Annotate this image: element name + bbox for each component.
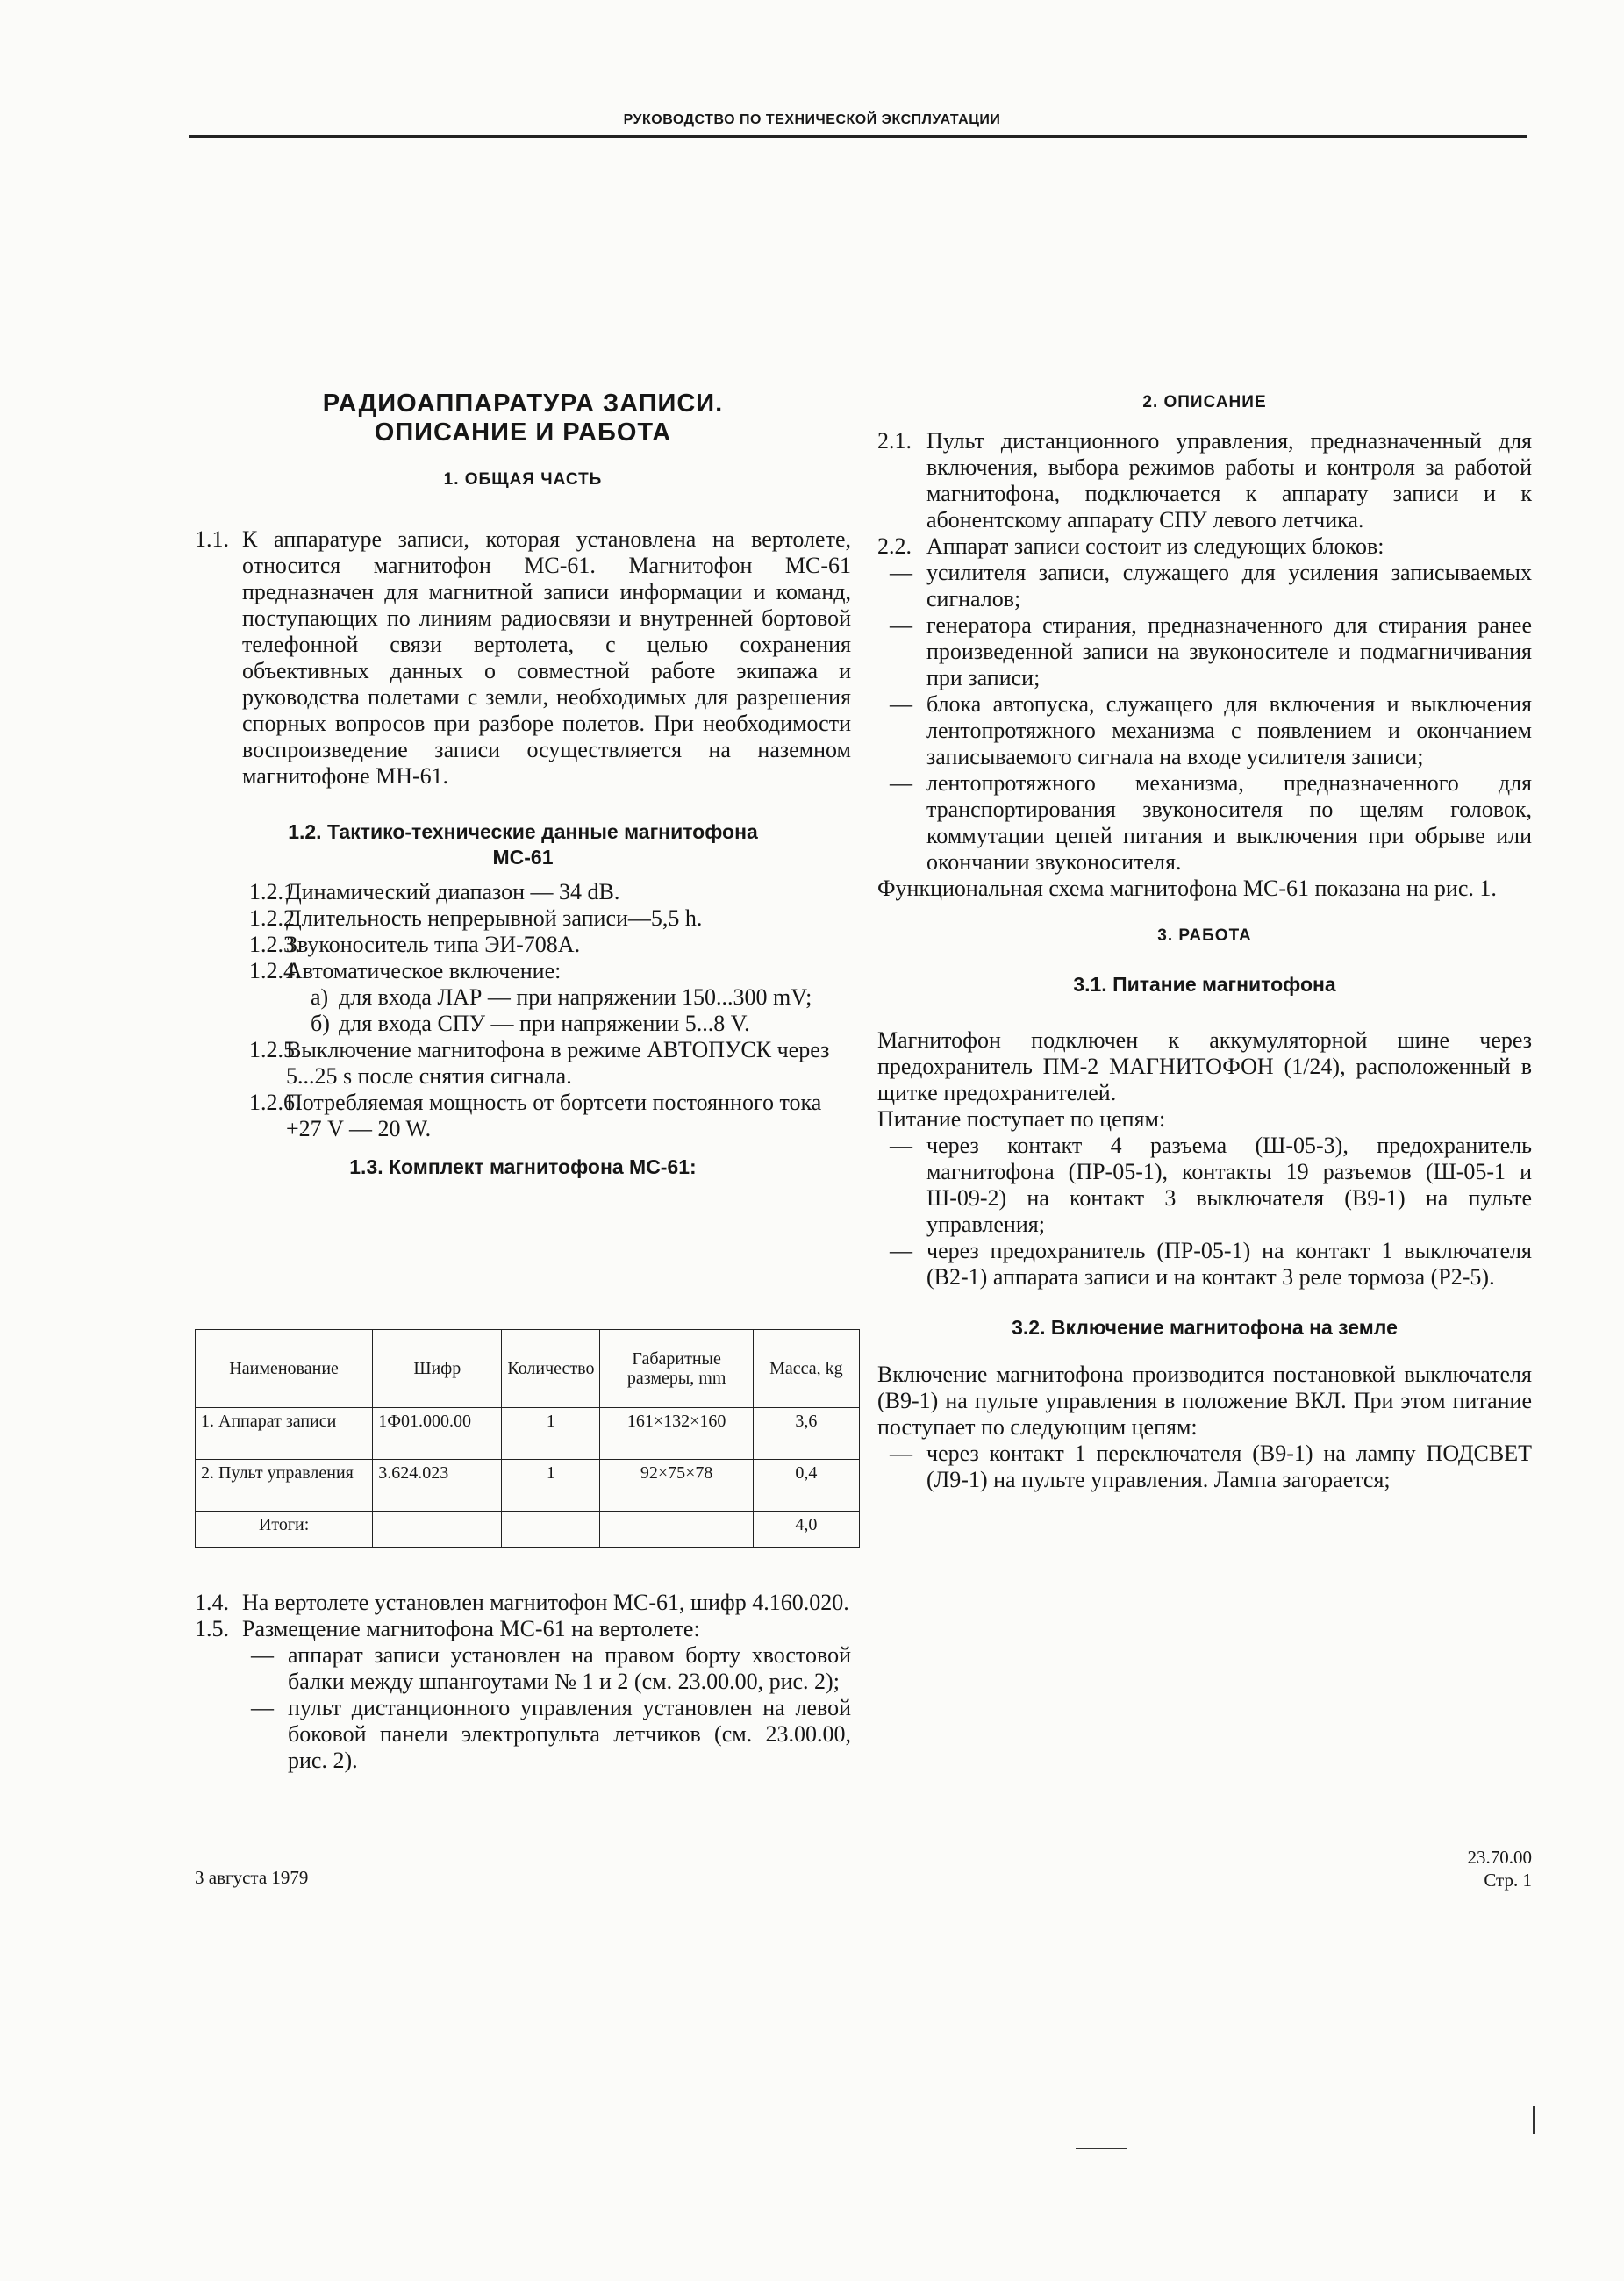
table-cell: 1. Аппарат записи bbox=[196, 1408, 373, 1460]
dash-marker: — bbox=[890, 1238, 912, 1263]
section1-title: 1. ОБЩАЯ ЧАСТЬ bbox=[443, 470, 603, 489]
spec-list bbox=[195, 879, 851, 1142]
table-cell: 1Ф01.000.00 bbox=[373, 1408, 502, 1460]
paragraph-3-1-text: Магнитофон подключен к аккумуляторной шине через предохранитель ПМ-2 МАГНИТОФОН (1/24), расположенный в щитке предохранителей. bbox=[877, 1027, 1532, 1105]
list-item bbox=[242, 1695, 851, 1774]
dash-marker: — bbox=[890, 1441, 912, 1466]
paragraph-1-4 bbox=[195, 1590, 851, 1616]
placement-list bbox=[195, 1642, 851, 1774]
spec-item-number: 1.2.5. bbox=[249, 1037, 301, 1062]
list-item-text: аппарат записи установлен на правом борту хвостовой балки между шпангоутами № 1 и 2 (см. 23.00.00, рис. 2); bbox=[288, 1642, 851, 1694]
dash-marker: — bbox=[890, 612, 912, 638]
table-cell-empty bbox=[373, 1512, 502, 1548]
paragraph-2-1 bbox=[877, 428, 1532, 533]
list-item-text: через контакт 1 переключателя (В9-1) на лампу ПОДСВЕТ (Л9-1) на пульте управления. Лампа загорается; bbox=[926, 1441, 1532, 1492]
bottom-mark bbox=[1076, 2148, 1127, 2149]
footer-page-info bbox=[1369, 1846, 1532, 1891]
table-total-label: Итоги: bbox=[196, 1512, 373, 1548]
footer-date: 3 августа 1979 bbox=[195, 1867, 309, 1888]
list-item-text: пульт дистанционного управления установлен на левой боковой панели электропульта летчиков (см. 23.00.00, рис. 2). bbox=[288, 1695, 851, 1773]
section2-title: 2. ОПИСАНИЕ bbox=[1142, 393, 1267, 411]
list-item-text: генератора стирания, предназначенного для стирания ранее произведенной записи на звуконосителе и подмагничивания при записи; bbox=[926, 612, 1532, 690]
table-cell: 92×75×78 bbox=[600, 1460, 753, 1512]
table-header-cell: Габаритные размеры, mm bbox=[600, 1330, 753, 1408]
list-item bbox=[877, 1133, 1532, 1238]
kit-table bbox=[195, 1329, 860, 1548]
table-cell: 3,6 bbox=[753, 1408, 859, 1460]
spec-item-text: Звуконоситель типа ЭИ-708А. bbox=[286, 932, 581, 957]
paragraph-number: 1.1. bbox=[195, 526, 229, 552]
spec-item-number: 1.2.4. bbox=[249, 958, 301, 983]
list-item bbox=[242, 1642, 851, 1695]
spec-item bbox=[195, 1037, 851, 1090]
spec-item bbox=[195, 879, 851, 905]
spec-item-text: Динамический диапазон — 34 dB. bbox=[286, 879, 620, 905]
spec-item-text: Автоматическое включение: bbox=[286, 958, 562, 983]
running-header: РУКОВОДСТВО ПО ТЕХНИЧЕСКОЙ ЭКСПЛУАТАЦИИ bbox=[623, 112, 1001, 127]
table-header-row bbox=[196, 1330, 860, 1408]
list-item bbox=[877, 1238, 1532, 1291]
blocks-list bbox=[877, 560, 1532, 876]
ground-switch-list bbox=[877, 1441, 1532, 1493]
table-cell: 161×132×160 bbox=[600, 1408, 753, 1460]
spec-subitem-b bbox=[195, 1011, 851, 1037]
section3-title: 3. РАБОТА bbox=[1157, 926, 1252, 945]
dash-marker: — bbox=[890, 1133, 912, 1158]
spec-item-text: Выключение магнитофона в режиме АВТОПУСК через 5...25 s после снятия сигнала. bbox=[286, 1037, 830, 1089]
dash-marker: — bbox=[890, 770, 912, 796]
table-cell: 1 bbox=[502, 1408, 600, 1460]
dash-marker: — bbox=[251, 1695, 274, 1720]
table-row bbox=[196, 1408, 860, 1460]
spec-item bbox=[195, 905, 851, 932]
paragraph-3-2-text: Включение магнитофона производится постановкой выключателя (В9-1) на пульте управления в положение ВКЛ. При этом питание поступает по следующим цепям: bbox=[877, 1362, 1532, 1440]
left-column-lower bbox=[195, 1590, 851, 1774]
table-cell: 3.624.023 bbox=[373, 1460, 502, 1512]
spec-item-number: 1.2.1. bbox=[249, 879, 301, 905]
paragraph-3-1-intro: Питание поступает по цепям: bbox=[877, 1106, 1166, 1132]
subitem-label: б) bbox=[311, 1011, 330, 1036]
table-cell: 1 bbox=[502, 1460, 600, 1512]
table-header-cell: Масса, kg bbox=[753, 1330, 859, 1408]
table-header-cell: Наименование bbox=[196, 1330, 373, 1408]
list-item-text: лентопротяжного механизма, предназначенного для транспортирования звуконосителя по щелям головок, коммутации цепей питания и выключения при обрыве или окончании звуконосителя. bbox=[926, 770, 1532, 875]
spec-item bbox=[195, 958, 851, 984]
spec-item-number: 1.2.2. bbox=[249, 905, 301, 931]
subitem-text: для входа СПУ — при напряжении 5...8 V. bbox=[339, 1011, 750, 1036]
list-item bbox=[877, 1441, 1532, 1493]
power-circuits-list bbox=[877, 1133, 1532, 1291]
spec-item bbox=[195, 1090, 851, 1142]
spec-item-text: Длительность непрерывной записи—5,5 h. bbox=[286, 905, 703, 931]
table-header-cell: Шифр bbox=[373, 1330, 502, 1408]
paragraph-1-5 bbox=[195, 1616, 851, 1642]
subitem-label: а) bbox=[311, 984, 329, 1010]
subsection-1-3-title: 1.3. Комплект магнитофона МС-61: bbox=[349, 1155, 697, 1178]
spec-item-number: 1.2.6. bbox=[249, 1090, 301, 1115]
document-title-line1: РАДИОАППАРАТУРА ЗАПИСИ. bbox=[322, 390, 724, 418]
table-total-row bbox=[196, 1512, 860, 1548]
right-column bbox=[877, 390, 1532, 1493]
footer-page-number: Стр. 1 bbox=[1484, 1870, 1532, 1891]
subsection-3-1-title: 3.1. Питание магнитофона bbox=[1073, 973, 1336, 996]
list-item-text: усилителя записи, служащего для усиления записываемых сигналов; bbox=[926, 560, 1532, 611]
table-header-cell: Количество bbox=[502, 1330, 600, 1408]
footer-doc-code: 23.70.00 bbox=[1467, 1847, 1532, 1868]
list-item bbox=[877, 612, 1532, 691]
list-item bbox=[877, 560, 1532, 612]
paragraph-2-2 bbox=[877, 533, 1532, 560]
list-item-text: через предохранитель (ПР-05-1) на контакт 1 выключателя (В2-1) аппарата записи и на контакт 3 реле тормоза (Р2-5). bbox=[926, 1238, 1532, 1290]
paragraph-text: Пульт дистанционного управления, предназначенный для включения, выбора режимов работы и контроля за работой магнитофона, подключается к аппарату записи и к абонентскому аппарату СПУ левого летчика. bbox=[926, 428, 1532, 533]
spec-item-number: 1.2.3. bbox=[249, 932, 301, 957]
table-cell-empty bbox=[502, 1512, 600, 1548]
table-cell: 2. Пульт управления bbox=[196, 1460, 373, 1512]
paragraph-1-1 bbox=[195, 526, 851, 790]
paragraph-text: К аппаратуре записи, которая установлена на вертолете, относится магнитофон МС-61. Магнитофон МС-61 предназначен для магнитной записи информации и команд, поступающих по линиям радиосвязи и внутренней бортовой телефонной связи вертолета, с целью сохранения объективных данных о совместной работе экипажа и руководства полетами с земли, необходимых для разрешения спорных вопросов при разборе полетов. При необходимости воспроизведение записи осуществляется на наземном магнитофоне МН-61. bbox=[242, 526, 851, 789]
paragraph-text: Аппарат записи состоит из следующих блоков: bbox=[926, 533, 1384, 559]
paragraph-number: 2.2. bbox=[877, 533, 912, 559]
dash-marker: — bbox=[890, 691, 912, 717]
document-title-line2: ОПИСАНИЕ И РАБОТА bbox=[374, 418, 672, 447]
table-total-value: 4,0 bbox=[753, 1512, 859, 1548]
subitem-text: для входа ЛАР — при напряжении 150...300 mV; bbox=[339, 984, 812, 1010]
table-cell-empty bbox=[600, 1512, 753, 1548]
edge-mark bbox=[1533, 2106, 1535, 2134]
spec-item bbox=[195, 932, 851, 958]
list-item-text: через контакт 4 разъема (Ш-05-3), предохранитель магнитофона (ПР-05-1), контакты 19 разъемов (Ш-05-1 и Ш-09-2) на контакт 3 выключателя (В9-1) на пульте управления; bbox=[926, 1133, 1532, 1237]
subsection-1-2-title-line2: МС-61 bbox=[492, 846, 554, 869]
table-row bbox=[196, 1460, 860, 1512]
dash-marker: — bbox=[251, 1642, 274, 1668]
paragraph-text: Размещение магнитофона МС-61 на вертолете: bbox=[242, 1616, 700, 1641]
header-rule bbox=[189, 135, 1527, 138]
paragraph-2-tail: Функциональная схема магнитофона МС-61 показана на рис. 1. bbox=[877, 876, 1497, 901]
table-cell: 0,4 bbox=[753, 1460, 859, 1512]
spec-subitem-a bbox=[195, 984, 851, 1011]
left-column bbox=[195, 390, 851, 1180]
subsection-3-2-title: 3.2. Включение магнитофона на земле bbox=[1012, 1316, 1398, 1339]
list-item-text: блока автопуска, служащего для включения и выключения лентопротяжного механизма с появлением и окончанием записываемого сигнала на входе усилителя записи; bbox=[926, 691, 1532, 769]
list-item bbox=[877, 770, 1532, 876]
list-item bbox=[877, 691, 1532, 770]
paragraph-number: 2.1. bbox=[877, 428, 912, 454]
paragraph-text: На вертолете установлен магнитофон МС-61, шифр 4.160.020. bbox=[242, 1590, 849, 1615]
subsection-1-2-title-line1: 1.2. Тактико-технические данные магнитофона bbox=[288, 820, 758, 843]
spec-item-text: Потребляемая мощность от бортсети постоянного тока +27 V — 20 W. bbox=[286, 1090, 822, 1141]
paragraph-number: 1.5. bbox=[195, 1616, 229, 1641]
paragraph-number: 1.4. bbox=[195, 1590, 229, 1615]
dash-marker: — bbox=[890, 560, 912, 585]
